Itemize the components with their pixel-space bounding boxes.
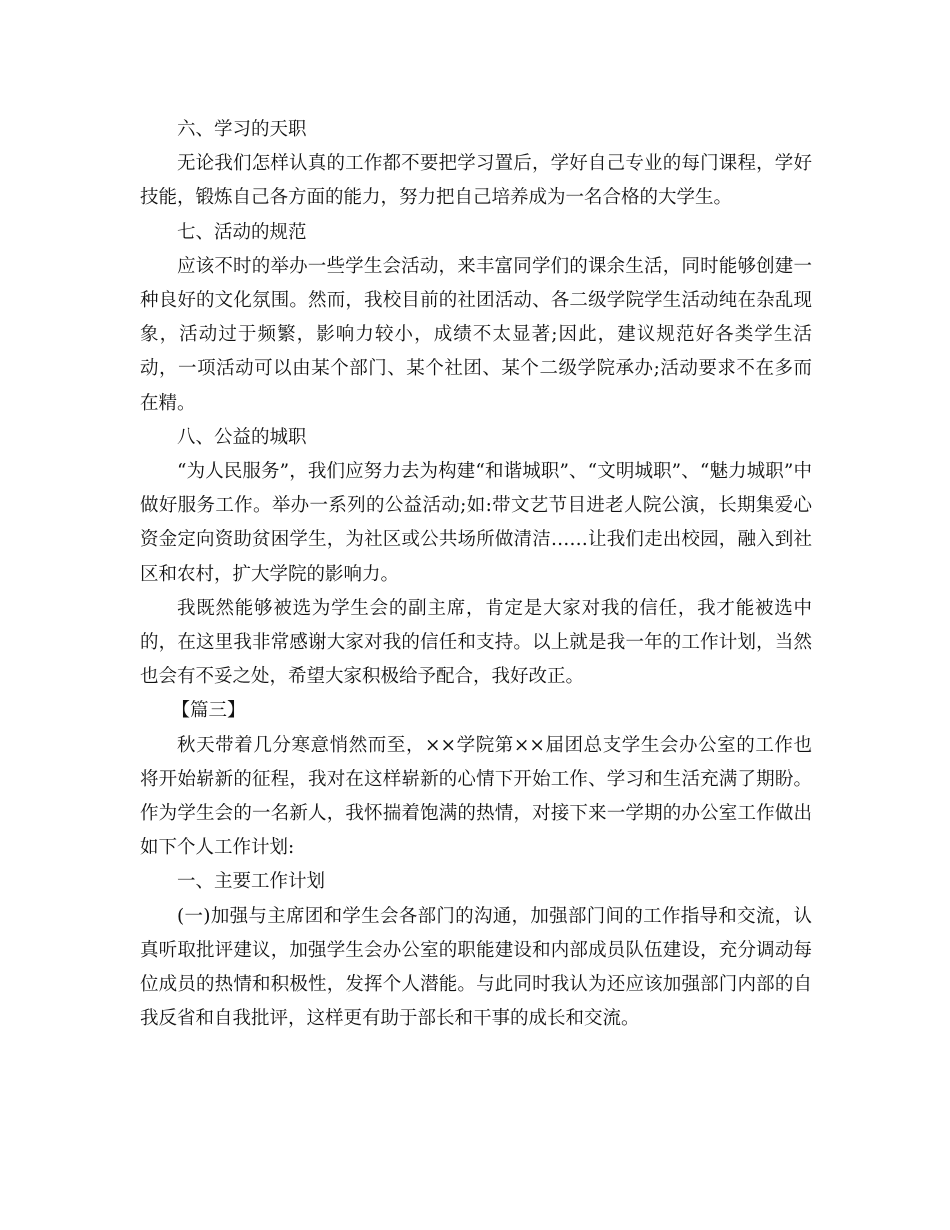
paragraph-study: 无论我们怎样认真的工作都不要把学习置后，学好自己专业的每门课程，学好技能，锻炼自己各方面的能力，努力把自己培养成为一名合格的大学生。 [140, 153, 812, 209]
paragraph-intro-part-three: 秋天带着几分寒意悄然而至，××学院第××届团总支学生会办公室的工作也将开始崭新的征程，我对在这样崭新的心情下开始工作、学习和生活充满了期盼。作为学生会的一名新人，我怀揣着饱满的热情，对接下来一学期的办公室工作做出如下个人工作计划: [140, 734, 812, 859]
paragraph-plan-item-one: (一)加强与主席团和学生会各部门的沟通，加强部门间的工作指导和交流，认真听取批评建议，加强学生会办公室的职能建设和内部成员队伍建设，充分调动每位成员的热情和积极性，发挥个人潜能。与此同时我认为还应该加强部门内部的自我反省和自我批评，这样更有助于部长和干事的成长和交流。 [140, 905, 812, 1030]
paragraph-public-welfare: “为人民服务”，我们应努力去为构建“和谐城职”、“文明城职”、“魅力城职”中做好服务工作。举办一系列的公益活动;如:带文艺节目进老人院公演，长期集爱心资金定向资助贫困学生，为社区或公共场所做清洁……让我们走出校园，融入到社区和农村，扩大学院的影响力。 [140, 461, 812, 585]
paragraph-activities: 应该不时的举办一些学生会活动，来丰富同学们的课余生活，同时能够创建一种良好的文化氛围。然而，我校目前的社团活动、各二级学院学生活动纯在杂乱现象，活动过于频繁，影响力较小，成绩不太显著;因此，建议规范好各类学生活动，一项活动可以由某个部门、某个社团、某个二级学院承办;活动要求不在多而在精。 [140, 255, 812, 414]
heading-activity-norms: 七、活动的规范 [177, 221, 307, 243]
paragraph-closing: 我既然能够被选为学生会的副主席，肯定是大家对我的信任，我才能被选中的，在这里我非常感谢大家对我的信任和支持。以上就是我一年的工作计划，当然也会有不妥之处，希望大家积极给予配合，我好改正。 [140, 597, 812, 688]
heading-main-work-plan: 一、主要工作计划 [177, 871, 326, 893]
heading-study-duty: 六、学习的天职 [177, 119, 307, 140]
section-title-part-three: 【篇三】 [171, 700, 246, 722]
heading-public-welfare: 八、公益的城职 [177, 426, 307, 448]
document-body [140, 113, 812, 1036]
